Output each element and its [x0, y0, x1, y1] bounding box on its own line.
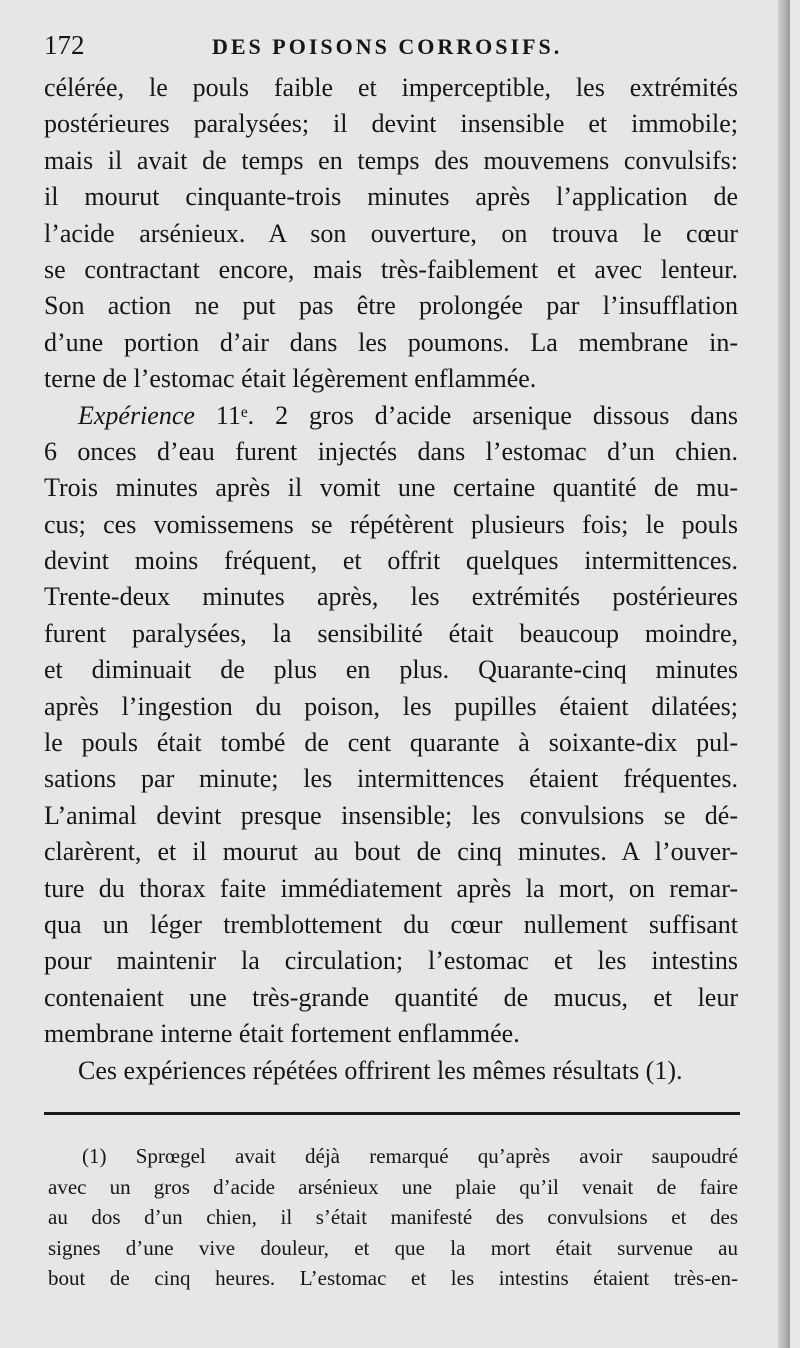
text-line: se contractant encore, mais très-faiblement et avec lenteur. [44, 254, 738, 284]
text-line: pour maintenir la circulation; l’estomac et les intestins [44, 946, 738, 976]
page-number: 172 [44, 30, 85, 60]
text-line: 6 onces d’eau furent injectés dans l’estomac d’un chien. [44, 436, 738, 466]
experiment-label: Expérience [78, 400, 195, 430]
text-line: cus; ces vomissemens se répétèrent plusieurs fois; le pouls [44, 509, 738, 539]
page-header [44, 30, 764, 70]
footnote-line: (1) Sprœgel avait déjà remarqué qu’après avoir saupoudré [82, 1144, 738, 1168]
text-line: Trente-deux minutes après, les extrémités postérieures [44, 582, 738, 612]
text-line: devint moins fréquent, et offrit quelques intermittences. [44, 546, 738, 576]
text-line: il mourut cinquante-trois minutes après l’application de [44, 182, 738, 212]
experiment-line [44, 398, 738, 434]
text-line: contenaient une très-grande quantité de mucus, et leur [44, 982, 738, 1012]
text-line: furent paralysées, la sensibilité était beaucoup moindre, [44, 618, 738, 648]
text-line: postérieures paralysées; il devint insensible et immobile; [44, 109, 738, 139]
experiment-number: 11ᵉ. [215, 400, 255, 430]
text-line: qua un léger tremblottement du cœur nullement suffisant [44, 909, 738, 939]
text-line: célérée, le pouls faible et imperceptible, les extrémités [44, 73, 738, 102]
footnote [48, 1141, 738, 1294]
text-line: d’une portion d’air dans les poumons. La membrane in- [44, 327, 738, 357]
footnote-line: au dos d’un chien, il s’était manifesté des convulsions et des [48, 1205, 738, 1229]
text-line: Son action ne put pas être prolongée par l’insufflation [44, 291, 738, 321]
footnote-rule [44, 1112, 740, 1115]
text-line: L’animal devint presque insensible; les convulsions se dé- [44, 800, 738, 830]
text-line: terne de l’estomac était légèrement enflammée. [44, 364, 537, 394]
text-line: Trois minutes après il vomit une certaine quantité de mu- [44, 473, 738, 503]
footnote-line: bout de cinq heures. L’estomac et les intestins étaient très-en- [48, 1266, 738, 1290]
text-line: membrane interne était fortement enflammée. [44, 1019, 520, 1049]
text-line: clarèrent, et il mourut au bout de cinq minutes. A l’ouver- [44, 837, 738, 867]
body-text [44, 70, 738, 1089]
text-line: après l’ingestion du poison, les pupilles étaient dilatées; [44, 691, 738, 721]
text-line: mais il avait de temps en temps des mouvemens convulsifs: [44, 145, 738, 175]
text-line: le pouls était tombé de cent quarante à soixante-dix pul- [44, 728, 738, 758]
text-line: l’acide arsénieux. A son ouverture, on trouva le cœur [44, 218, 738, 248]
text-line: Ces expériences répétées offrirent les mêmes résultats (1). [78, 1055, 683, 1085]
running-title: DES POISONS CORROSIFS. [212, 34, 563, 59]
text-line: sations par minute; les intermittences étaient fréquentes. [44, 764, 738, 794]
text-line: et diminuait de plus en plus. Quarante-cinq minutes [44, 655, 738, 685]
page-edge [778, 0, 790, 1348]
text-line: 2 gros d’acide arsenique dissous dans [275, 400, 739, 430]
footnote-line: avec un gros d’acide arsénieux une plaie qu’il venait de faire [48, 1174, 738, 1199]
text-line: ture du thorax faite immédiatement après la mort, on remar- [44, 873, 738, 903]
footnote-line: signes d’une vive douleur, et que la mort était survenue au [48, 1235, 738, 1260]
